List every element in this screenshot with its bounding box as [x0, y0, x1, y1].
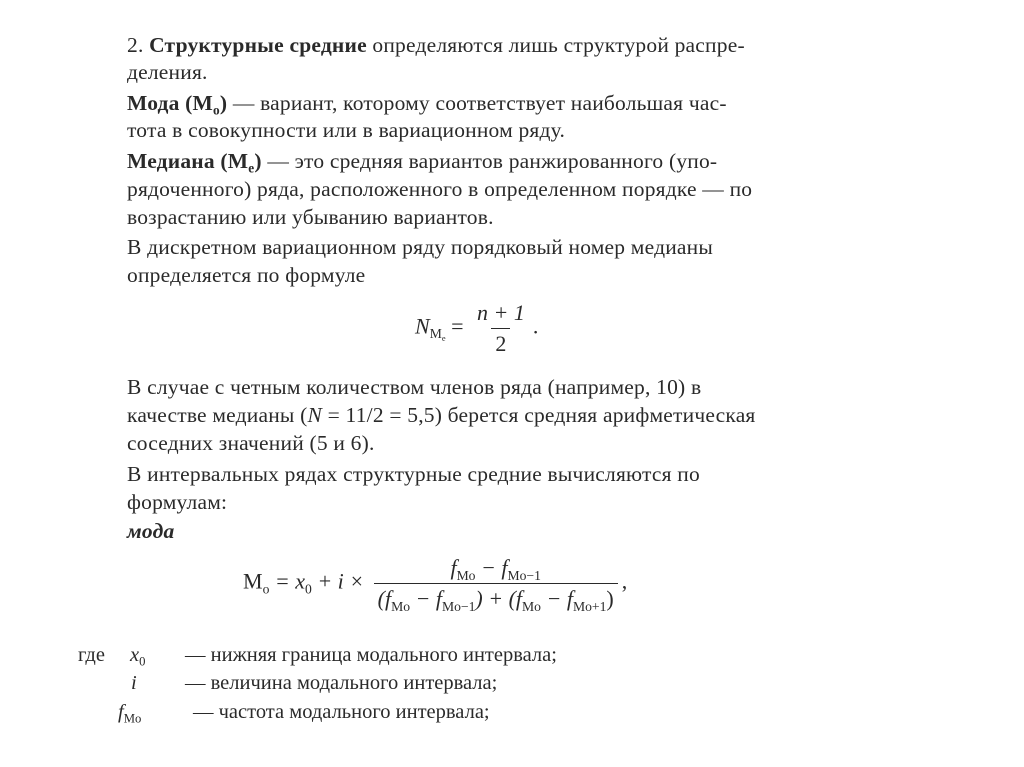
p3-line1 [127, 148, 895, 174]
legend-f-symbol: $f_{Mo}$ [118, 701, 142, 726]
p4-line1: В дискретном вариационном ряду порядковый номер медианы [127, 235, 714, 259]
p2-line1 [127, 90, 895, 116]
legend-i-symbol: i [131, 672, 137, 694]
mode-denominator: $(f_{Mo} - f_{Mo-1}) + (f_{Mo} - f_{Mo+1})$ [374, 583, 618, 612]
mode-term: Мода $(М_о)$ [127, 91, 228, 118]
median-fraction: $\frac{n + 1}{2}$ [476, 300, 525, 356]
legend-f-text: — частота модального интервала; [193, 701, 490, 723]
median-definition: — это средняя вариантов ранжированного (упо- [261, 149, 718, 173]
mode-formula: $M_o = x_0 + i$ × $\frac{f_{Mo} - f_{Mo-1}}{(f_{Mo} - f_{Mo-1}) + (f_{Mo} - f_{Mo+1})}$ , [243, 555, 628, 614]
mode-numerator: $f_{Mo} - f_{Mo-1}$ [450, 555, 541, 583]
p6-line3: мода [127, 519, 175, 543]
median-term: Медиана $(М_е)$ [127, 149, 262, 176]
p1-term: Структурные средние [149, 33, 367, 57]
legend-x0-text: — нижняя граница модального интервала; [185, 644, 557, 666]
p3-line3: возрастанию или убыванию вариантов. [127, 205, 494, 229]
p1-line1 [127, 32, 895, 58]
p6-line2: формулам: [127, 490, 228, 514]
p2-line2: тота в совокупности или в вариационном ряду. [127, 118, 566, 142]
median-position-formula: $N_{M_e}$ = $\frac{n + 1}{2}$ . [415, 300, 539, 356]
p5-line1: В случае с четным количеством членов ряда (например, 10) в [127, 375, 702, 399]
p3-line2: рядоченного) ряда, расположенного в определенном порядке — по [127, 177, 753, 201]
p1-number: 2. [127, 33, 150, 57]
legend-x0-symbol: $x_0$ [130, 644, 146, 669]
mode-definition: — вариант, которому соответствует наибольшая час- [227, 91, 727, 115]
p1-text: определяются лишь структурой распре- [366, 33, 745, 57]
legend-i-text: — величина модального интервала; [185, 672, 498, 694]
mode-fraction [374, 555, 618, 612]
p5-line2: качестве медианы (N = 11/2 = 5,5) берется средняя арифметическая [127, 403, 756, 427]
p6-line1: В интервальных рядах структурные средние вычисляются по [127, 462, 700, 486]
p5-line3: соседних значений (5 и 6). [127, 431, 375, 455]
p1-line2: деления. [127, 60, 208, 84]
legend-where: где [78, 644, 105, 666]
p4-line2: определяется по формуле [127, 263, 366, 287]
